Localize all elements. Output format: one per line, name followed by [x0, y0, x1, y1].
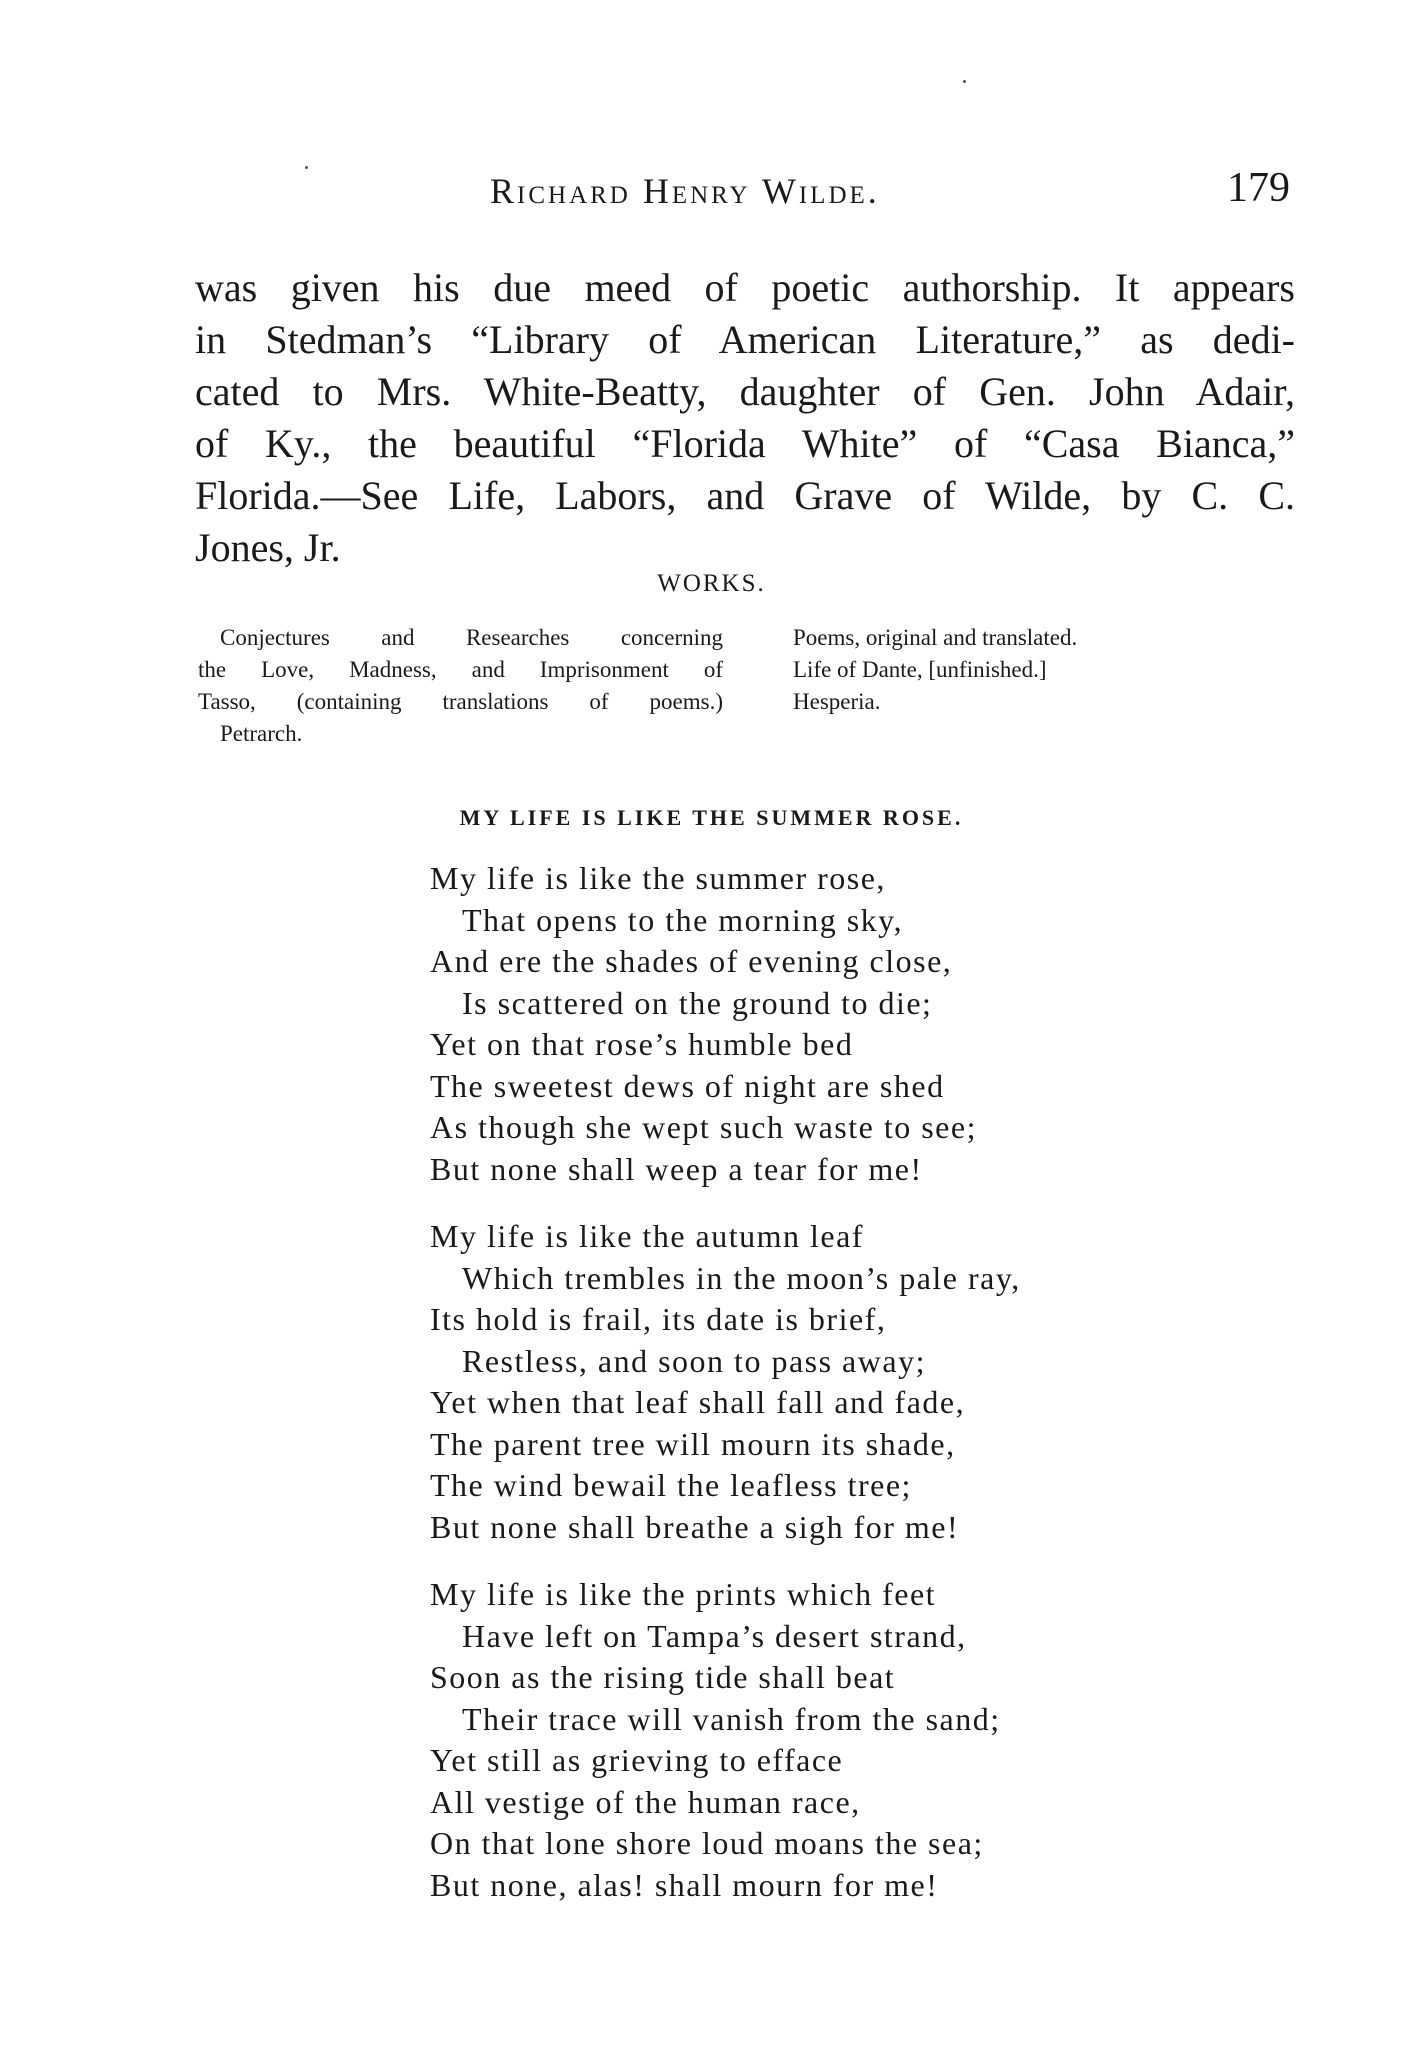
- verse-line: Their trace will vanish from the sand;: [462, 1700, 1001, 1737]
- stanza: [430, 858, 1230, 1190]
- verse-line: And ere the shades of evening close,: [430, 943, 953, 979]
- verse-line: Soon as the rising tide shall beat: [430, 1659, 896, 1695]
- verse-line: Restless, and soon to pass away;: [462, 1342, 926, 1379]
- print-speck: [305, 166, 308, 169]
- works-list-left: [198, 622, 723, 750]
- verse-line: Have left on Tampa’s desert strand,: [462, 1617, 967, 1654]
- verse-line: My life is like the summer rose,: [430, 860, 886, 896]
- print-speck: [963, 80, 966, 83]
- verse-line: Its hold is frail, its date is brief,: [430, 1301, 887, 1337]
- verse-line: The wind bewail the leafless tree;: [430, 1467, 912, 1503]
- poem-title: MY LIFE IS LIKE THE SUMMER ROSE.: [459, 805, 964, 830]
- running-head: [490, 165, 1290, 230]
- verse-line: All vestige of the human race,: [430, 1783, 861, 1820]
- paragraph-line: Florida.—See Life, Labors, and Grave of Wilde, by C. C.: [195, 473, 1295, 518]
- works-entry: Conjectures and Researches concerning: [220, 625, 723, 650]
- verse-line: But none, alas! shall mourn for me!: [430, 1866, 939, 1903]
- verse-line: Yet still as grieving to efface: [430, 1742, 844, 1778]
- poem: [430, 858, 1230, 1932]
- verse-line: My life is like the autumn leaf: [430, 1218, 864, 1254]
- verse-line: Which trembles in the moon’s pale ray,: [462, 1259, 1021, 1296]
- works-entry: Hesperia.: [793, 689, 881, 714]
- running-title: Richard Henry Wilde.: [490, 171, 880, 211]
- verse-line: The parent tree will mourn its shade,: [430, 1425, 956, 1462]
- stanza: [430, 1574, 1230, 1906]
- page-number: 179: [1227, 165, 1290, 211]
- verse-line: My life is like the prints which feet: [430, 1576, 937, 1612]
- paragraph-line: Jones, Jr.: [195, 525, 341, 570]
- works-list-right: [793, 622, 1293, 718]
- verse-line: The sweetest dews of night are shed: [430, 1067, 945, 1104]
- works-entry: Tasso, (containing translations of poems.): [198, 689, 723, 714]
- paragraph-line: of Ky., the beautiful “Florida White” of “Casa Bianca,”: [195, 421, 1295, 466]
- works-heading: WORKS.: [657, 570, 766, 597]
- verse-line: But none shall breathe a sigh for me!: [430, 1508, 960, 1545]
- verse-line: That opens to the morning sky,: [462, 901, 904, 938]
- stanza: [430, 1216, 1230, 1548]
- paragraph-line: in Stedman’s “Library of American Literature,” as dedi-: [195, 317, 1295, 362]
- paragraph-line: was given his due meed of poetic authorship. It appears: [195, 265, 1295, 310]
- paragraph-line: cated to Mrs. White-Beatty, daughter of Gen. John Adair,: [195, 369, 1295, 414]
- works-entry: Life of Dante, [unfinished.]: [793, 657, 1047, 682]
- verse-line: On that lone shore loud moans the sea;: [430, 1825, 984, 1861]
- verse-line: Yet on that rose’s humble bed: [430, 1026, 854, 1062]
- verse-line: As though she wept such waste to see;: [430, 1109, 977, 1145]
- works-entry: Poems, original and translated.: [793, 625, 1078, 650]
- verse-line: But none shall weep a tear for me!: [430, 1150, 923, 1187]
- body-paragraph: [195, 262, 1295, 574]
- verse-line: Yet when that leaf shall fall and fade,: [430, 1384, 966, 1420]
- verse-line: Is scattered on the ground to die;: [462, 984, 933, 1021]
- works-entry: Petrarch.: [220, 721, 303, 746]
- works-entry: the Love, Madness, and Imprisonment of: [198, 657, 723, 682]
